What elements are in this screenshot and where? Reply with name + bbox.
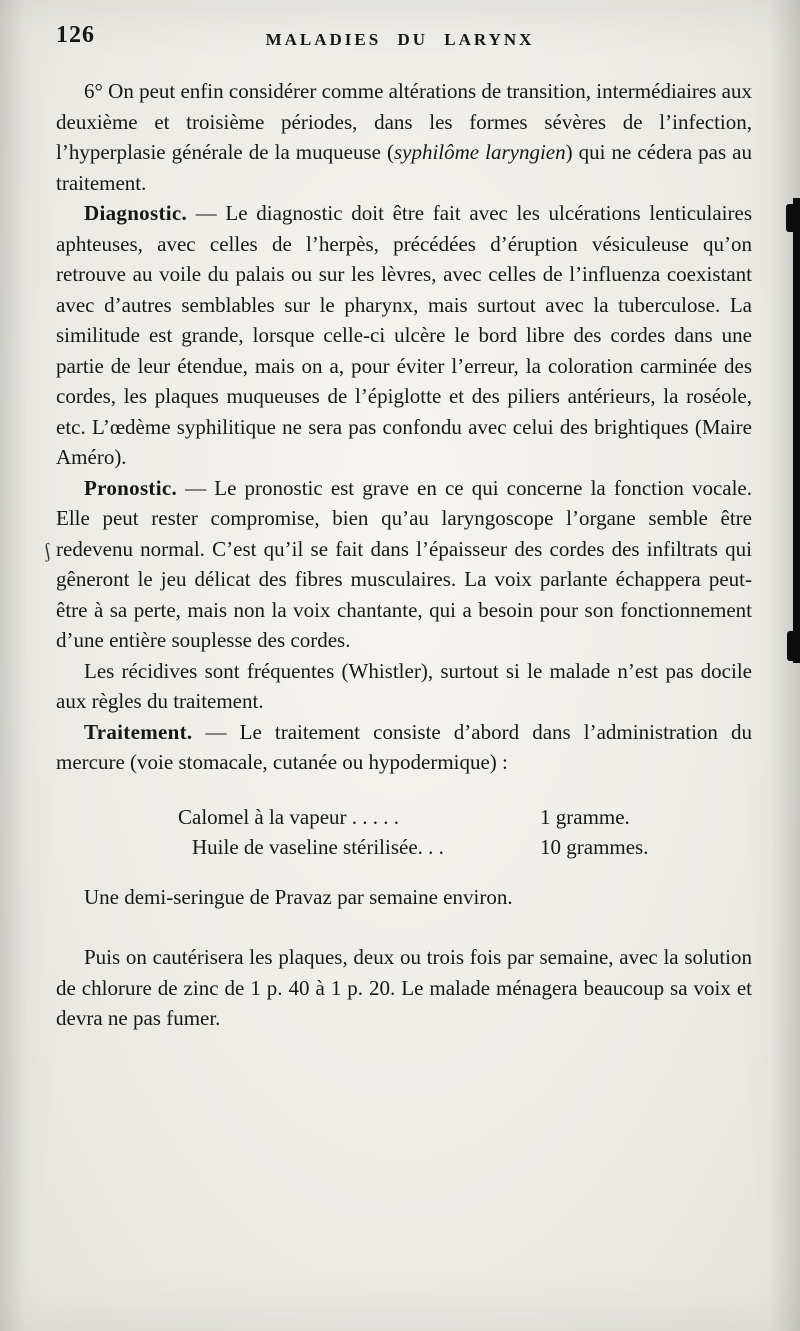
scan-artifact-notch: [787, 631, 800, 661]
paragraph-text: — Le pronostic est grave en ce qui concerne la fonction vocale. Elle peut rester compromise, bien qu’au laryngoscope l’organe semble être redevenu normal. C’est qu’il se fait dans l’épaisseur des cordes des infiltrats qui gêneront le jeu délicat des fibres musculaires. La voix parlante échappera peut-être à sa perte, mais non la voix chantante, qui a besoin pour son fonctionnement d’une entière souplesse des cordes.: [56, 475, 752, 652]
prescription-value: 1 gramme.: [540, 804, 630, 829]
page-number: 126: [56, 22, 95, 48]
italic-term: syphilôme laryngien: [393, 140, 566, 164]
page-header: [0, 0, 800, 64]
paragraph-text: Une demi-seringue de Pravaz par semaine environ.: [84, 884, 513, 909]
scan-artifact-right-bar: [793, 198, 800, 663]
paragraph-text: — Le traitement consiste d’abord dans l’administration du mercure (voie stomacale, cutanée ou hypodermique) :: [56, 719, 752, 774]
section-lead-diagnostic: Diagnostic.: [84, 201, 188, 225]
scan-artifact-notch: [786, 204, 800, 232]
paragraph-traitement: [56, 717, 752, 778]
paragraph-pronostic: [56, 473, 752, 656]
paragraph-recidives: [56, 656, 752, 717]
running-title: MALADIES DU LARYNX: [265, 30, 535, 49]
paragraph-text: 6° On peut enfin considérer comme altérations de transition, intermédiaires aux deuxième et troisième périodes, dans les formes sévères de l’infection, l’hyperplasie générale de la muqueuse (: [56, 79, 752, 164]
section-lead-traitement: Traitement.: [84, 719, 193, 744]
prescription-block: [178, 802, 752, 862]
paragraph-text: — Le diagnostic doit être fait avec les ulcérations lenticulaires aphteuses, avec celles de l’herpès, précédées d’éruption vésiculeuse qu’on retrouve au voile du palais ou sur les lèvres, avec celles de l’influenza coexistant avec d’autres semblables sur le pharynx, mais surtout avec la tuberculose. La similitude est grande, lorsque celle-ci ulcère le bord libre des cordes dans une partie de leur étendue, mais on a, pour éviter l’erreur, la coloration carminée des cordes, les plaques muqueuses de l’épiglotte et des piliers antérieurs, la roséole, etc. L’œdème syphilitique ne sera pas confondu avec celui des brightiques (Maire Améro).: [56, 201, 752, 469]
prescription-value: 10 grammes.: [540, 834, 649, 859]
paragraph-diagnostic: [56, 198, 752, 473]
paragraph-intro: [56, 76, 752, 198]
paragraph-text: Les récidives sont fréquentes (Whistler), surtout si le malade n’est pas docile aux règles du traitement.: [56, 658, 752, 713]
handwritten-margin-mark: ʃ: [41, 539, 53, 563]
page-content: [0, 64, 800, 1034]
section-lead-pronostic: Pronostic.: [84, 475, 178, 500]
paragraph-text: Puis on cautérisera les plaques, deux ou trois fois par semaine, avec la solution de chlorure de zinc de 1 p. 40 à 1 p. 20. Le malade ménagera beaucoup sa voix et devra ne pas fumer.: [56, 945, 752, 1030]
paragraph-cauterisation: [56, 942, 752, 1034]
prescription-label: Huile de vaseline stérilisée. . .: [192, 834, 444, 859]
prescription-line: [178, 802, 752, 832]
prescription-label: Calomel à la vapeur . . . . .: [178, 804, 400, 829]
paragraph-text: ) qui ne cédera pas au traitement.: [56, 140, 752, 195]
prescription-line: [178, 832, 752, 862]
paragraph-seringue: [56, 882, 752, 913]
